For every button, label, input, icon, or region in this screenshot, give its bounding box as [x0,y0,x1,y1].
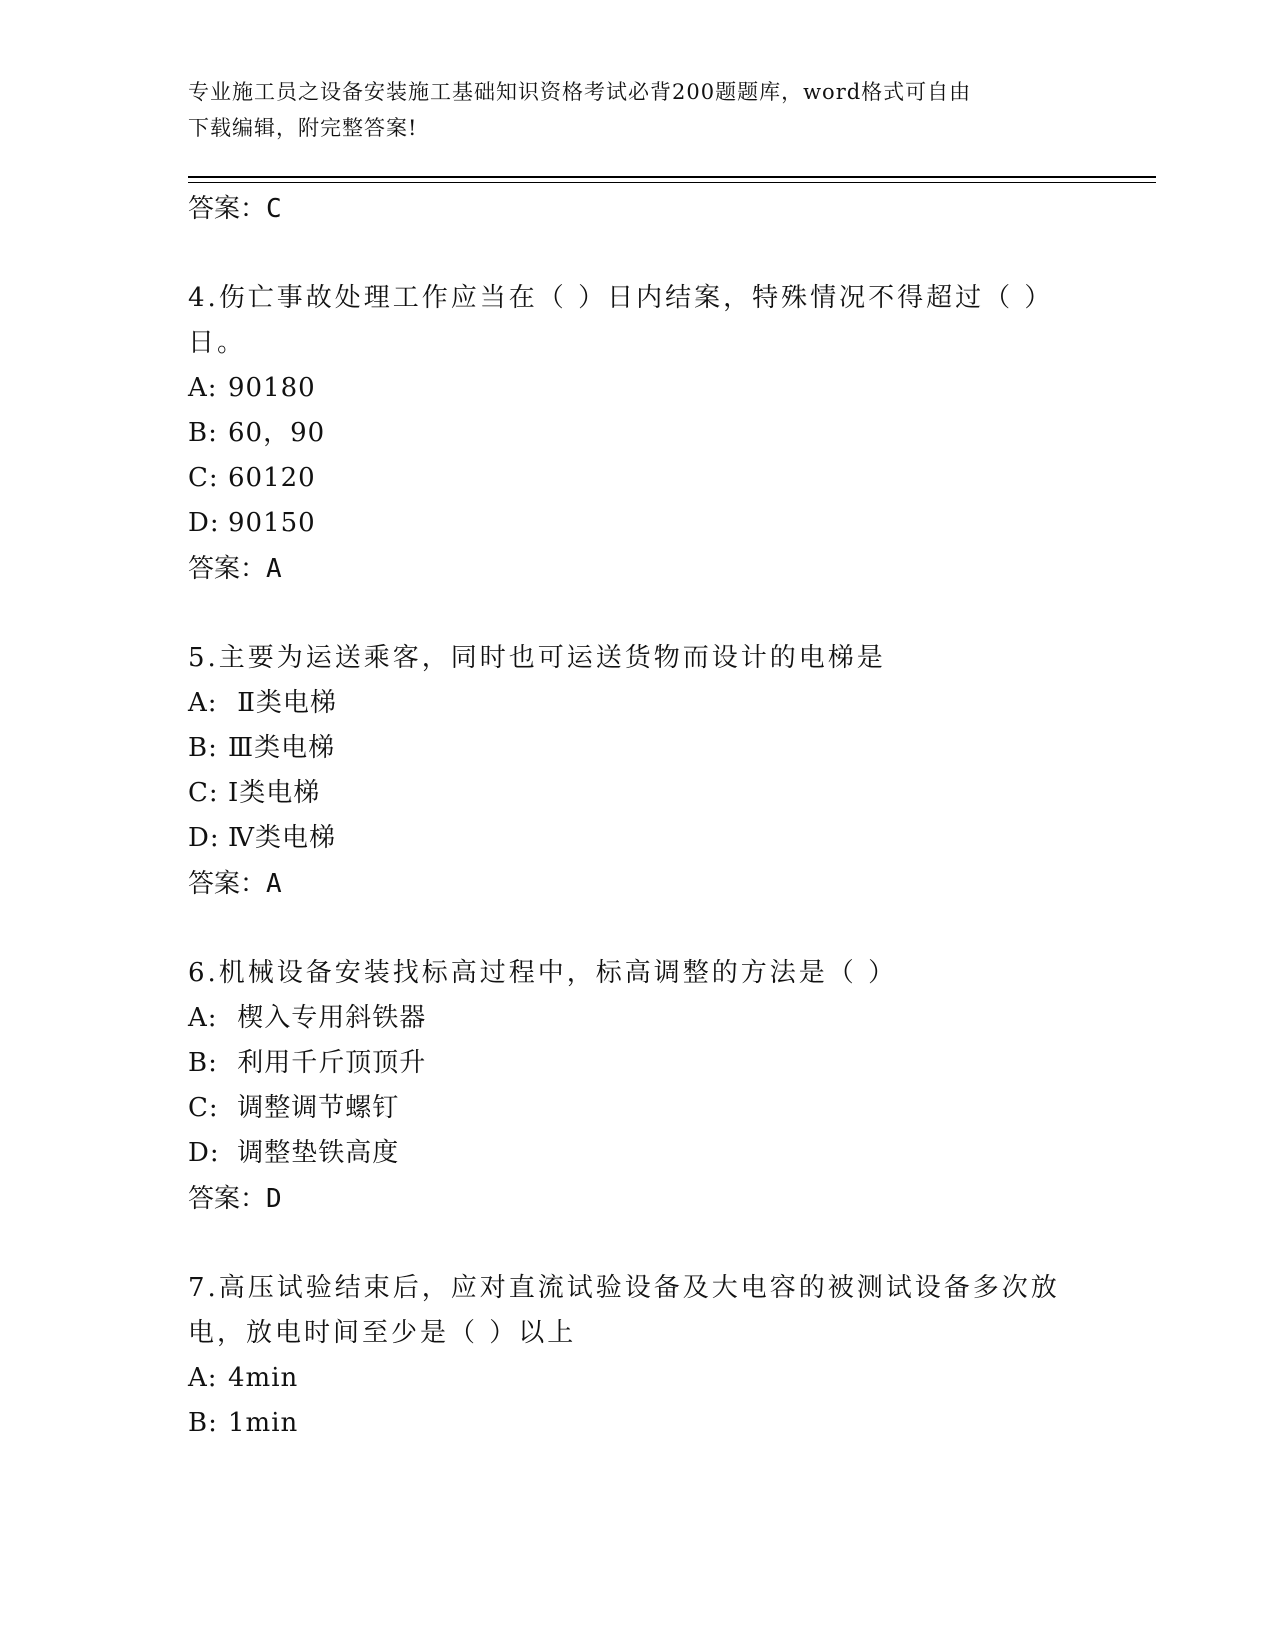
option-text: 60，90 [228,418,326,448]
option-text: 利用千斤顶顶升 [228,1048,427,1078]
option-key: B: [188,733,218,763]
spacer [188,232,1068,276]
answer-value: A [266,554,282,584]
question-text [188,951,1068,996]
option-key: A: [188,688,218,718]
option-c [188,771,1068,816]
option-text: Ⅳ类电梯 [228,823,336,853]
spacer [188,592,1068,636]
option-key: D: [188,823,220,853]
spacer [188,907,1068,951]
option-text: 1min [228,1408,299,1438]
option-b [188,1401,1068,1446]
answer-line [188,546,1068,592]
option-key: D: [188,1138,220,1168]
answer-line [188,861,1068,907]
answer-line [188,1176,1068,1222]
option-key: C: [188,463,219,493]
option-text: 90180 [228,373,316,403]
option-key: B: [188,1048,218,1078]
question-list [188,186,1068,1446]
answer-label: 答案： [188,554,267,584]
answer-line [188,186,1068,232]
answer-value: A [266,869,282,899]
option-key: A: [188,1003,218,1033]
option-c [188,1086,1068,1131]
option-text: Ⅱ类电梯 [228,688,337,718]
header-rule-thin [188,182,1156,183]
question-text [188,1266,1068,1356]
option-d [188,501,1068,546]
answer-value: D [266,1184,282,1214]
question-block [188,951,1068,1222]
answer-label: 答案： [188,194,267,224]
option-text: 90150 [228,508,316,538]
option-b [188,726,1068,771]
option-key: C: [188,1093,219,1123]
question-line-1: 7.高压试验结束后，应对直流试验设备及大电容的被测试设备多次放 [188,1273,1060,1303]
option-key: A: [188,1363,218,1393]
page-header [188,74,1068,146]
option-a [188,1356,1068,1401]
option-text: 60120 [228,463,316,493]
option-text: Ⅰ类电梯 [228,778,321,808]
answer-value: C [266,194,282,224]
spacer [188,1222,1068,1266]
question-block [188,276,1068,592]
header-line-2: 下载编辑，附完整答案! [188,116,418,140]
answer-label: 答案： [188,1184,267,1214]
option-text: 4min [228,1363,299,1393]
option-key: A: [188,373,218,403]
option-d [188,1131,1068,1176]
option-text: 调整调节螺钉 [228,1093,400,1123]
option-text: 调整垫铁高度 [228,1138,400,1168]
question-block [188,636,1068,907]
question-text [188,276,1068,366]
question-block [188,1266,1068,1446]
option-key: B: [188,418,218,448]
option-text: 楔入专用斜铁器 [228,1003,427,1033]
answer-label: 答案： [188,869,267,899]
question-line-1: 6.机械设备安装找标高过程中，标高调整的方法是（ ） [188,958,898,988]
question-line-2: 日。 [188,328,247,358]
option-d [188,816,1068,861]
option-b [188,1041,1068,1086]
question-line-1: 5.主要为运送乘客，同时也可运送货物而设计的电梯是 [188,643,886,673]
question-line-1: 4.伤亡事故处理工作应当在（ ）日内结案，特殊情况不得超过（ ） [188,283,1054,313]
option-key: C: [188,778,219,808]
option-a [188,366,1068,411]
option-key: B: [188,1408,218,1438]
question-text [188,636,1068,681]
option-a [188,996,1068,1041]
header-line-1: 专业施工员之设备安装施工基础知识资格考试必背200题题库，word格式可自由 [188,80,972,104]
option-c [188,456,1068,501]
option-a [188,681,1068,726]
option-text: Ⅲ类电梯 [228,733,336,763]
option-key: D: [188,508,220,538]
header-rule-thick [188,176,1156,178]
option-b [188,411,1068,456]
question-line-2: 电，放电时间至少是（ ）以上 [188,1318,577,1348]
